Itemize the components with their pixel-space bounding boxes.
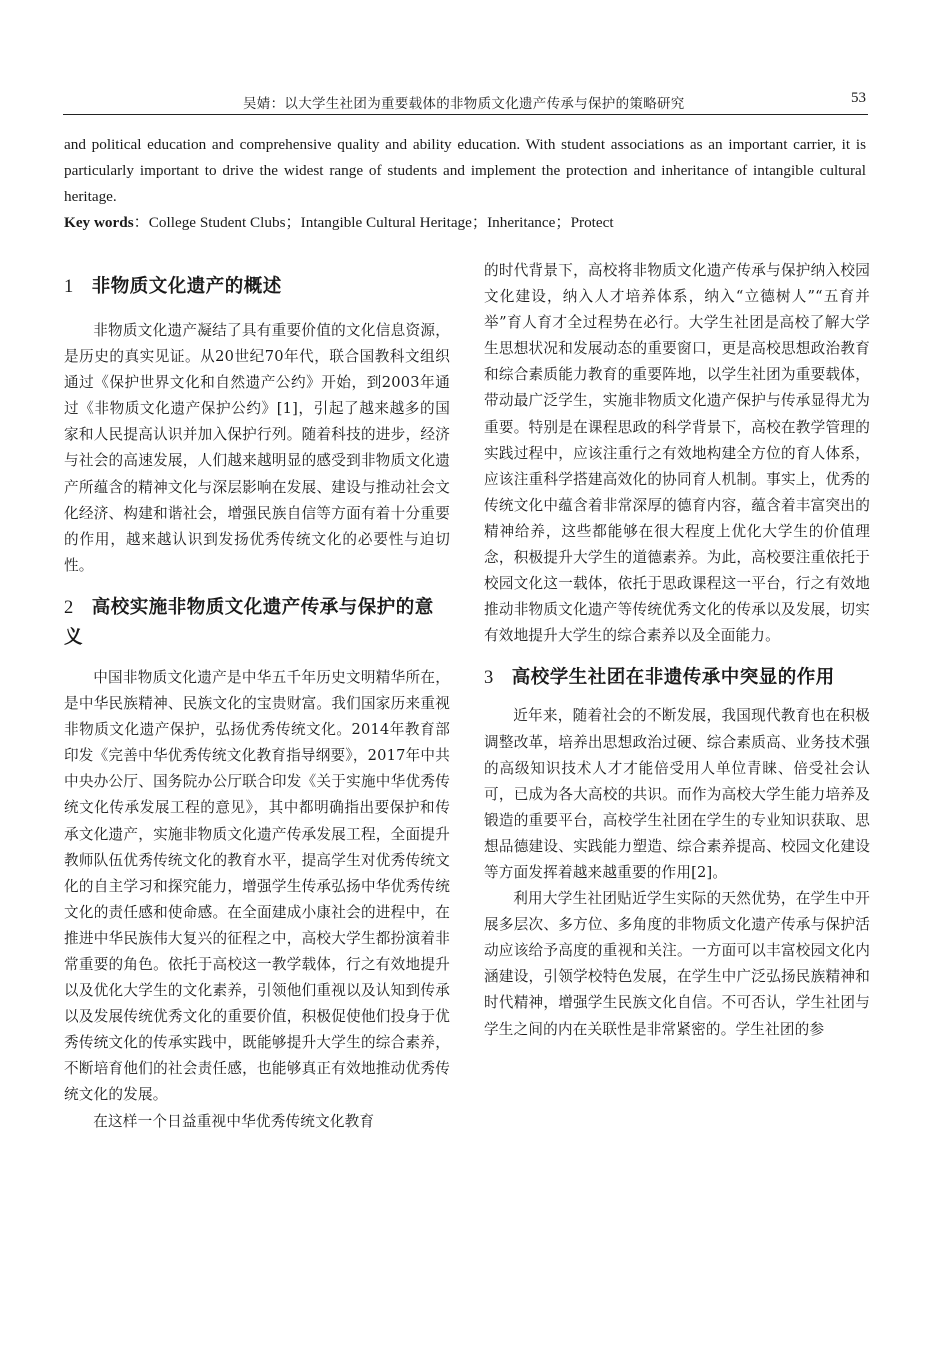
section-1-heading [64,272,450,302]
section-3-number: 3 [484,668,494,689]
section-2-number: 2 [64,597,74,618]
running-header [63,88,868,115]
english-abstract [64,132,866,236]
section-2-paragraph-2-continued: 的时代背景下，高校将非物质文化遗产传承与保护纳入校园文化建设，纳入人才培养体系，纳入“立德树人”“五育并举”育人育才全过程势在必行。大学生社团是高校了解大学生思想状况和发展动态的重要窗口，更是高校思想政治教育和综合素质能力教育的重要阵地，以学生社团为重要载体，带动最广泛学生，实施非物质文化遗产保护与传承显得尤为重要。特别是在课程思政的科学背景下，高校在教学管理的实践过程中，应该注重行之有效地构建全方位的育人体系，应该注重科学搭建高效化的协同育人机制。事实上，优秀的传统文化中蕴含着非常深厚的德育内容，蕴含着丰富突出的精神给养，这些都能够在很大程度上优化大学生的价值理念，积极提升大学生的道德素养。为此，高校要注重依托于校园文化这一载体，依托于思政课程这一平台，行之有效地推动非物质文化遗产等传统优秀文化的传承以及发展，切实有效地提升大学生的综合素养以及全面能力。 [484,262,870,645]
left-column [64,258,450,1135]
section-3-paragraph-2: 利用大学生社团贴近学生实际的天然优势，在学生中开展多层次、多方位、多角度的非物质文化遗产传承与保护活动应该给予高度的重视和关注。一方面可以丰富校园文化内涵建设，引领学校特色发展，在学生中广泛弘扬民族精神和时代精神，增强学生民族文化自信。不可否认，学生社团与学生之间的内在关联性是非常紧密的。学生社团的参 [484,890,870,1038]
section-1-number: 1 [64,277,74,297]
keywords-label: Key words [64,214,134,231]
section-3-paragraph-1: 近年来，随着社会的不断发展，我国现代教育也在积极调整改革，培养出思想政治过硬、综合素质高、业务技术强的高级知识技术人才才能倍受用人单位青睐、倍受社会认可，已成为各大高校的共识。而作为高校大学生能力培养及锻造的重要平台，高校学生社团在学生的专业知识获取、思想品德建设、实践能力塑造、综合素养提高、校园文化建设等方面发挥着越来越重要的作用[2]。 [484,707,870,881]
section-2-paragraph-2-start: 在这样一个日益重视中华优秀传统文化教育 [93,1112,375,1130]
section-3-heading [484,663,870,693]
right-column [484,258,870,1043]
section-1-paragraph: 非物质文化遗产凝结了具有重要价值的文化信息资源，是历史的真实见证。从20世纪70年代，联合国教科文组织通过《保护世界文化和自然遗产公约》开始，到2003年通过《非物质文化遗产保护公约》[1]，引起了越来越多的国家和人民提高认识并加入保护行列。随着科技的进步，经济与社会的高速发展，人们越来越明显的感受到非物质文化遗产所蕴含的精神文化与深层影响在发展、建设与推动社会文化经济、构建和谐社会，增强民族自信等方面有着十分重要的作用，越来越认识到发扬优秀传统文化的必要性与迫切性。 [64,322,450,574]
section-2-paragraph-1: 中国非物质文化遗产是中华五千年历史文明精华所在，是中华民族精神、民族文化的宝贵财富。我们国家历来重视非物质文化遗产保护，弘扬优秀传统文化。2014年教育部印发《完善中华优秀传统文化教育指导纲要》，2017年中共中央办公厅、国务院办公厅联合印发《关于实施中华优秀传统文化传承发展工程的意见》，其中都明确指出要保护和传承文化遗产，实施非物质文化遗产传承发展工程，全面提升教师队伍优秀传统文化的教育水平，提高学生对优秀传统文化的自主学习和探究能力，增强学生传承弘扬中华优秀传统文化的责任感和使命感。在全面建成小康社会的进程中，在推进中华民族伟大复兴的征程之中，高校大学生都扮演着非常重要的角色。依托于高校这一教学载体，行之有效地提升以及优化大学生的文化素养，引领他们重视以及认知到传承以及发展传统优秀文化的重要价值，积极促使他们投身于优秀传统文化的传承实践中，既能够提升大学生的综合素养，不断培育他们的社会责任感，也能够真正有效地推动优秀传统文化的发展。 [64,668,450,1104]
section-3-title: 高校学生社团在非遗传承中突显的作用 [511,667,835,689]
keywords-list: ：College Student Clubs；Intangible Cultural Heritage；Inheritance；Protect [133,214,614,231]
keywords-line [64,210,866,236]
section-2-title: 高校实施非物质文化遗产传承与保护的意义 [64,596,434,648]
page-number: 53 [851,90,866,106]
section-1-title: 非物质文化遗产的概述 [91,276,282,297]
running-title: 吴婧：以大学生社团为重要载体的非物质文化遗产传承与保护的策略研究 [243,96,685,112]
abstract-text: and political education and comprehensive quality and ability education. With student associations as an important carrier, it is particularly important to drive the widest range of students and implement the protection and inheritance of intangible cultural heritage. [64,136,866,205]
section-2-heading [64,593,450,653]
